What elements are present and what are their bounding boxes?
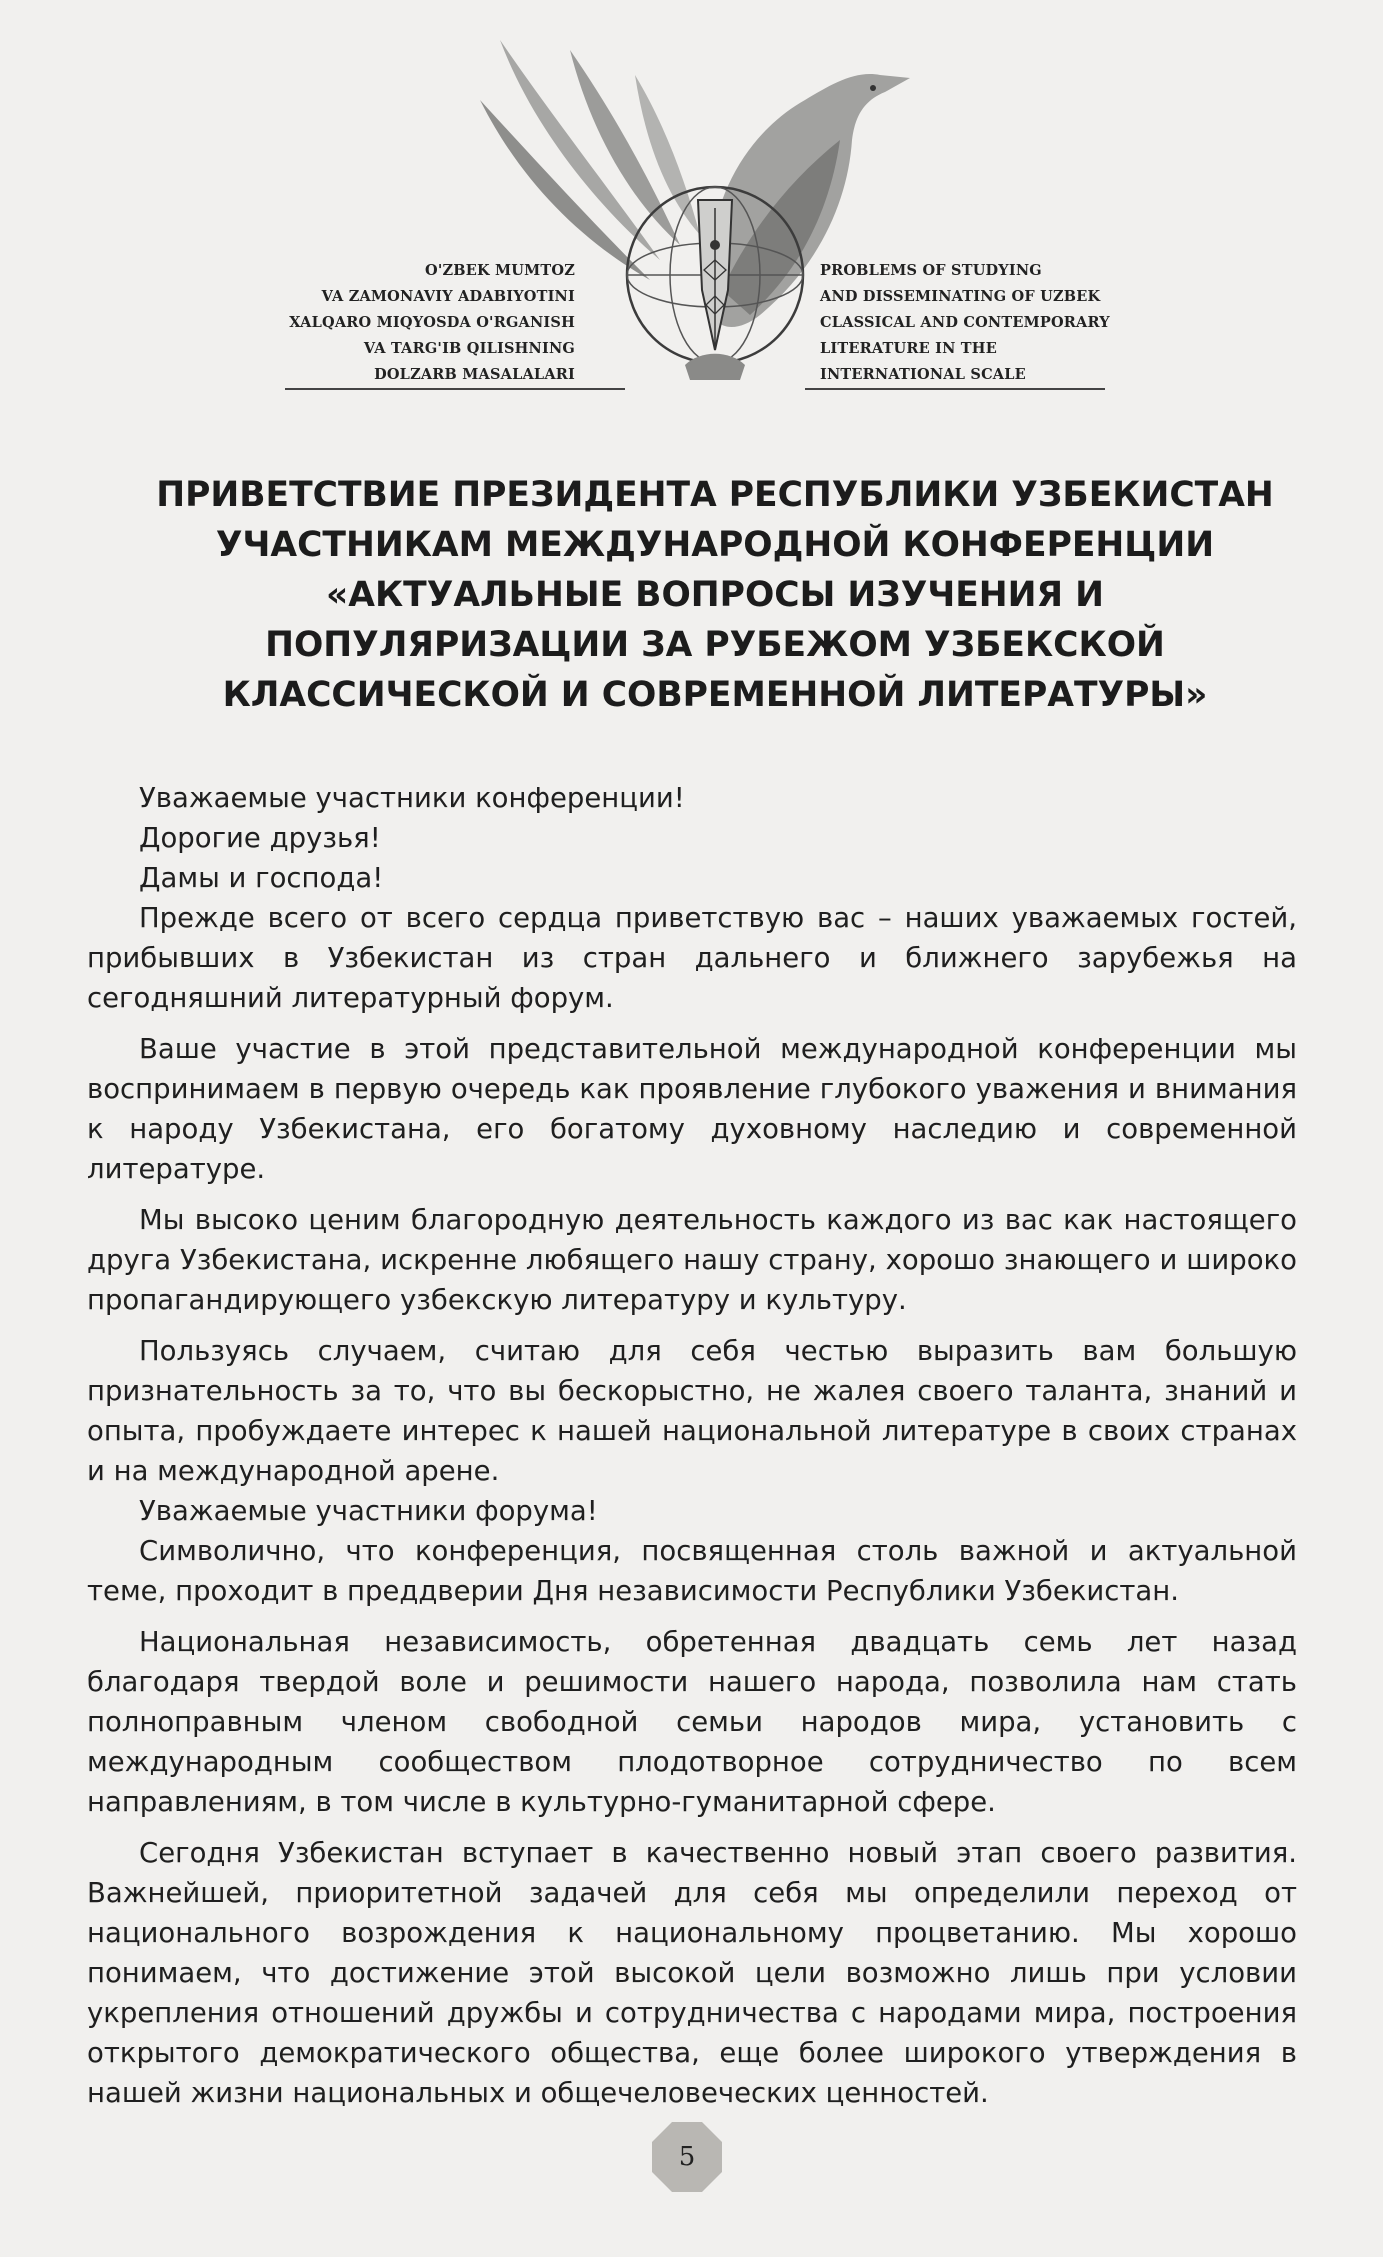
greeting-line: Дамы и господа! <box>139 862 384 894</box>
base-ornament <box>685 354 745 380</box>
paragraph: Мы высоко ценим благородную деятельность каждого из вас как настоящего друга Узбекистана, искренне любящего нашу страну, хорошо знающего и широко пропагандирующего узбекскую литературу и культуру. <box>87 1204 1297 1316</box>
wing-feather-4 <box>635 75 700 235</box>
page-number-badge <box>650 2120 724 2194</box>
paragraph: Прежде всего от всего сердца приветствую вас – наших уважаемых гостей, прибывших в Узбекистан из стран дальнего и ближнего зарубежья на сегодняшний литературный форум. <box>87 902 1297 1014</box>
paragraph: Пользуясь случаем, считаю для себя честью выразить вам большую признательность за то, что вы бескорыстно, не жалея своего таланта, знаний и опыта, пробуждаете интерес к нашей национальной литературе в своих странах и на международной арене. <box>87 1335 1297 1487</box>
paragraph: Ваше участие в этой представительной международной конференции мы воспринимаем в первую очередь как проявление глубокого уважения и внимания к народу Узбекистана, его богатому духовному наследию и современной литературе. <box>87 1033 1297 1185</box>
header-divider-right <box>805 388 1105 390</box>
header-title-uz: O'ZBEK MUMTOZ VA ZAMONAVIY ADABIYOTINI XALQARO MIQYOSDA O'RGANISH VA TARG'IB QILISHNING DOLZARB MASALALARI <box>289 262 575 383</box>
header-divider-left <box>285 388 625 390</box>
page-number: 5 <box>678 2142 696 2172</box>
paragraph: Национальная независимость, обретенная двадцать семь лет назад благодаря твердой воле и решимости нашего народа, позволила нам стать полноправным членом свободной семьи народов мира, установить с международным сообществом плодотворное сотрудничество по всем направлениям, в том числе в культурно-гуманитарной сфере. <box>87 1626 1297 1818</box>
header-title-en: PROBLEMS OF STUDYING AND DISSEMINATING OF UZBEK CLASSICAL AND CONTEMPORARY LITERATURE IN THE INTERNATIONAL SCALE <box>820 262 1110 383</box>
paragraph: Сегодня Узбекистан вступает в качественно новый этап своего развития. Важнейшей, приоритетной задачей для себя мы определили переход от национального возрождения к национальному процветанию. Мы хорошо понимаем, что достижение этой высокой цели возможно лишь при условии укрепления отношений дружбы и сотрудничества с народами мира, построения открытого демократического общества, еще более широкого утверждения в нашей жизни национальных и общечеловеческих ценностей. <box>87 1837 1297 2109</box>
forum-greeting: Уважаемые участники форума! <box>139 1495 598 1527</box>
dove-eye <box>870 85 876 91</box>
greeting-line: Дорогие друзья! <box>139 822 381 854</box>
document-title: ПРИВЕТСТВИЕ ПРЕЗИДЕНТА РЕСПУБЛИКИ УЗБЕКИСТАН УЧАСТНИКАМ МЕЖДУНАРОДНОЙ КОНФЕРЕНЦИИ «АКТУАЛЬНЫЕ ВОПРОСЫ ИЗУЧЕНИЯ И ПОПУЛЯРИЗАЦИИ ЗА РУБЕЖОМ УЗБЕКСКОЙ КЛАССИЧЕСКОЙ И СОВРЕМЕННОЙ ЛИТЕРАТУРЫ» <box>156 475 1274 715</box>
greeting-line: Уважаемые участники конференции! <box>139 782 685 814</box>
wing-feather-2 <box>480 100 650 280</box>
conference-header <box>0 0 1383 410</box>
paragraph: Символично, что конференция, посвященная столь важной и актуальной теме, проходит в преддверии Дня независимости Республики Узбекистан. <box>87 1535 1297 1607</box>
letter-body <box>87 778 1297 2124</box>
